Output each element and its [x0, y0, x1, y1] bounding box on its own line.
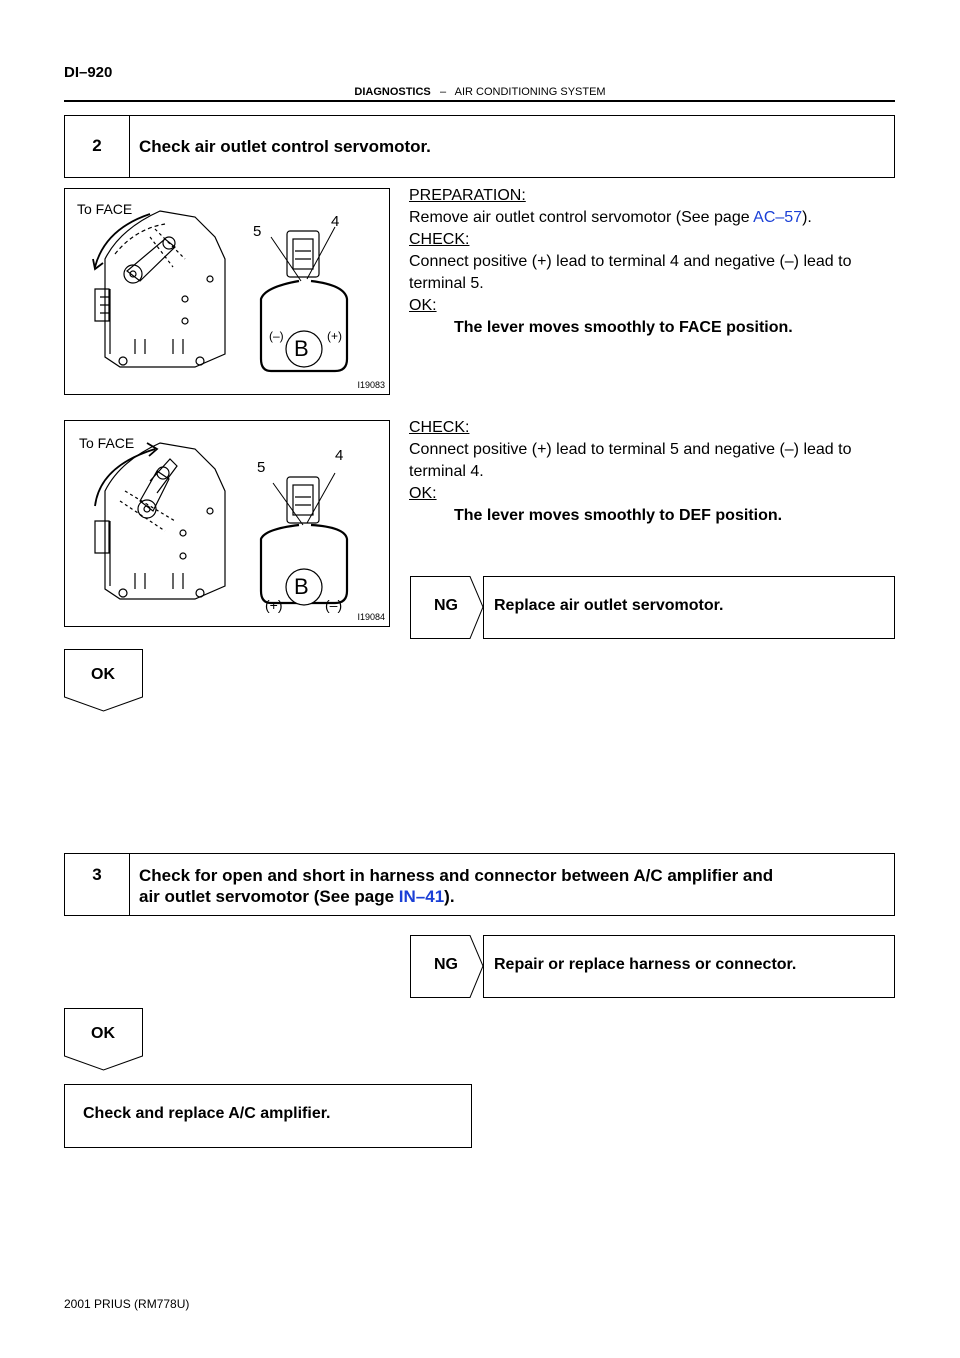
terminal-4-label: 4: [331, 213, 340, 230]
battery-label: B: [294, 336, 309, 361]
positive-label: (+): [265, 597, 283, 613]
page-header: [0, 86, 960, 98]
ok-result-2: [64, 1008, 144, 1072]
footer: 2001 PRIUS (RM778U): [64, 1297, 190, 1311]
ng-result-1: [410, 576, 896, 639]
preparation-text-suffix: ).: [802, 209, 812, 226]
step-title-line-1: Check for open and short in harness and connector between A/C amplifier and: [139, 866, 774, 885]
ok-label: OK: [91, 666, 115, 683]
ng-result-2: [410, 935, 896, 998]
check-line-2: terminal 4.: [409, 463, 484, 480]
figure-caption: To FACE: [79, 435, 135, 451]
terminal-5-label: 5: [257, 459, 266, 476]
positive-label: (+): [327, 329, 342, 343]
ng-label: NG: [434, 956, 458, 973]
ok-text: The lever moves smoothly to DEF position.: [454, 507, 783, 524]
step-title: [139, 865, 884, 907]
figure-servomotor-face: [64, 188, 390, 395]
figure-caption: To FACE: [77, 201, 133, 217]
header-separator: –: [439, 86, 447, 98]
preparation-heading: PREPARATION:: [409, 187, 526, 204]
check-block-1: [409, 185, 899, 339]
negative-label: (–): [325, 597, 343, 613]
step-number: 2: [92, 136, 102, 155]
terminal-4-label: 4: [335, 447, 344, 464]
page-link-ac57[interactable]: AC–57: [753, 209, 803, 226]
subsection-name: AIR CONDITIONING SYSTEM: [454, 86, 606, 98]
terminal-5-label: 5: [253, 223, 262, 240]
step-title: Check air outlet control servomotor.: [139, 137, 431, 156]
ok-heading: OK:: [409, 297, 437, 314]
ng-action: Repair or replace harness or connector.: [494, 956, 797, 973]
ok-result-1: [64, 649, 144, 713]
ok-text: The lever moves smoothly to FACE position.: [454, 319, 793, 336]
page-link-in41[interactable]: IN–41: [398, 887, 445, 906]
battery-label: B: [294, 574, 309, 599]
check-line-1: Connect positive (+) lead to terminal 4 and negative (–) lead to: [409, 253, 852, 270]
check-block-2: [409, 417, 899, 527]
ok-heading: OK:: [409, 485, 437, 502]
final-action-box: [64, 1084, 472, 1148]
step-title-line-2-prefix: air outlet servomotor (See page: [139, 887, 399, 906]
step-2-box: [64, 115, 895, 178]
ok-label: OK: [91, 1025, 115, 1042]
figure-id: I19084: [357, 612, 385, 622]
page-number: DI–920: [64, 64, 113, 81]
step-divider: [129, 854, 130, 915]
step-number: 3: [92, 865, 102, 884]
section-name: DIAGNOSTICS: [354, 86, 431, 98]
negative-label: (–): [269, 329, 284, 343]
header-rule: [64, 100, 895, 102]
check-line-2: terminal 5.: [409, 275, 484, 292]
ng-action: Replace air outlet servomotor.: [494, 597, 724, 614]
figure-id: I19083: [357, 380, 385, 390]
preparation-text-prefix: Remove air outlet control servomotor (See page: [409, 209, 754, 226]
check-line-1: Connect positive (+) lead to terminal 5 and negative (–) lead to: [409, 441, 852, 458]
step-title-line-2: [139, 886, 884, 907]
servomotor-diagram: [65, 189, 389, 394]
step-3-box: [64, 853, 895, 916]
final-action: Check and replace A/C amplifier.: [83, 1105, 331, 1122]
check-heading: CHECK:: [409, 419, 470, 436]
preparation-text: [409, 207, 899, 229]
step-divider: [129, 116, 130, 177]
ng-label: NG: [434, 597, 458, 614]
figure-servomotor-def: [64, 420, 390, 627]
check-heading: CHECK:: [409, 231, 470, 248]
step-title-line-2-suffix: ).: [444, 887, 455, 906]
